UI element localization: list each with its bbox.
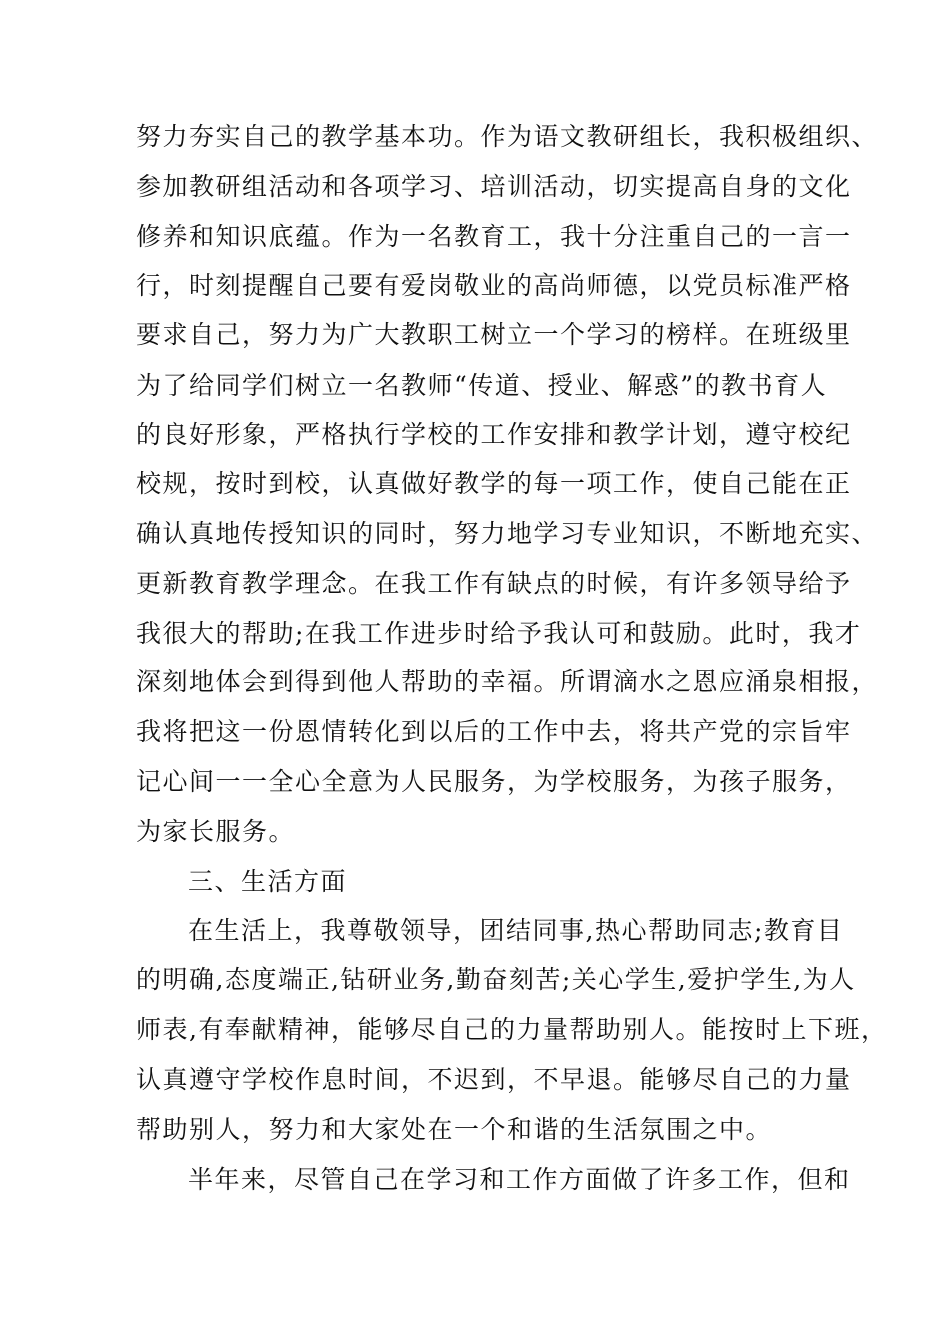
text-line: 行，时刻提醒自己要有爱岗敬业的高尚师德，以党员标准严格 <box>136 271 852 300</box>
text-line: 半年来，尽管自己在学习和工作方面做了许多工作，但和 <box>188 1165 851 1194</box>
text-line: 为了给同学们树立一名教师“传道、授业、解惑”的教书育人 <box>136 371 828 400</box>
text-line: 的良好形象，严格执行学校的工作安排和教学计划，遵守校纪 <box>136 420 852 449</box>
text-line: 修养和知识底蕴。作为一名教育工，我十分注重自己的一言一 <box>136 222 852 251</box>
text-line: 努力夯实自己的教学基本功。作为语文教研组长，我积极组织、 <box>136 122 879 151</box>
text-line: 参加教研组活动和各项学习、培训活动，切实提高自身的文化 <box>136 172 852 201</box>
text-line: 我很大的帮助;在我工作进步时给予我认可和鼓励。此时，我才 <box>136 619 862 648</box>
text-line: 记心间一一全心全意为人民服务，为学校服务，为孩子服务， <box>136 767 852 796</box>
text-line: 确认真地传授知识的同时，努力地学习专业知识，不断地充实、 <box>136 519 879 548</box>
text-line: 我将把这一份恩情转化到以后的工作中去，将共产党的宗旨牢 <box>136 717 852 746</box>
text-line: 深刻地体会到得到他人帮助的幸福。所谓滴水之恩应涌泉相报， <box>136 667 879 696</box>
text-line: 在生活上，我尊敬领导，团结同事,热心帮助同志;教育目 <box>188 916 844 945</box>
section-heading: 三、生活方面 <box>188 867 348 896</box>
text-line: 认真遵守学校作息时间，不迟到，不早退。能够尽自己的力量 <box>136 1065 852 1094</box>
text-line: 帮助别人，努力和大家处在一个和谐的生活氛围之中。 <box>136 1115 773 1144</box>
text-line: 为家长服务。 <box>136 817 296 846</box>
text-line: 的明确,态度端正,钻研业务,勤奋刻苦;关心学生,爱护学生,为人 <box>136 965 856 994</box>
text-line: 要求自己，努力为广大教职工树立一个学习的榜样。在班级里 <box>136 320 852 349</box>
text-line: 师表,有奉献精神，能够尽自己的力量帮助别人。能按时上下班， <box>136 1015 888 1044</box>
text-line: 校规，按时到校，认真做好教学的每一项工作，使自己能在正 <box>136 469 852 498</box>
text-line: 更新教育教学理念。在我工作有缺点的时候，有许多领导给予 <box>136 569 852 598</box>
